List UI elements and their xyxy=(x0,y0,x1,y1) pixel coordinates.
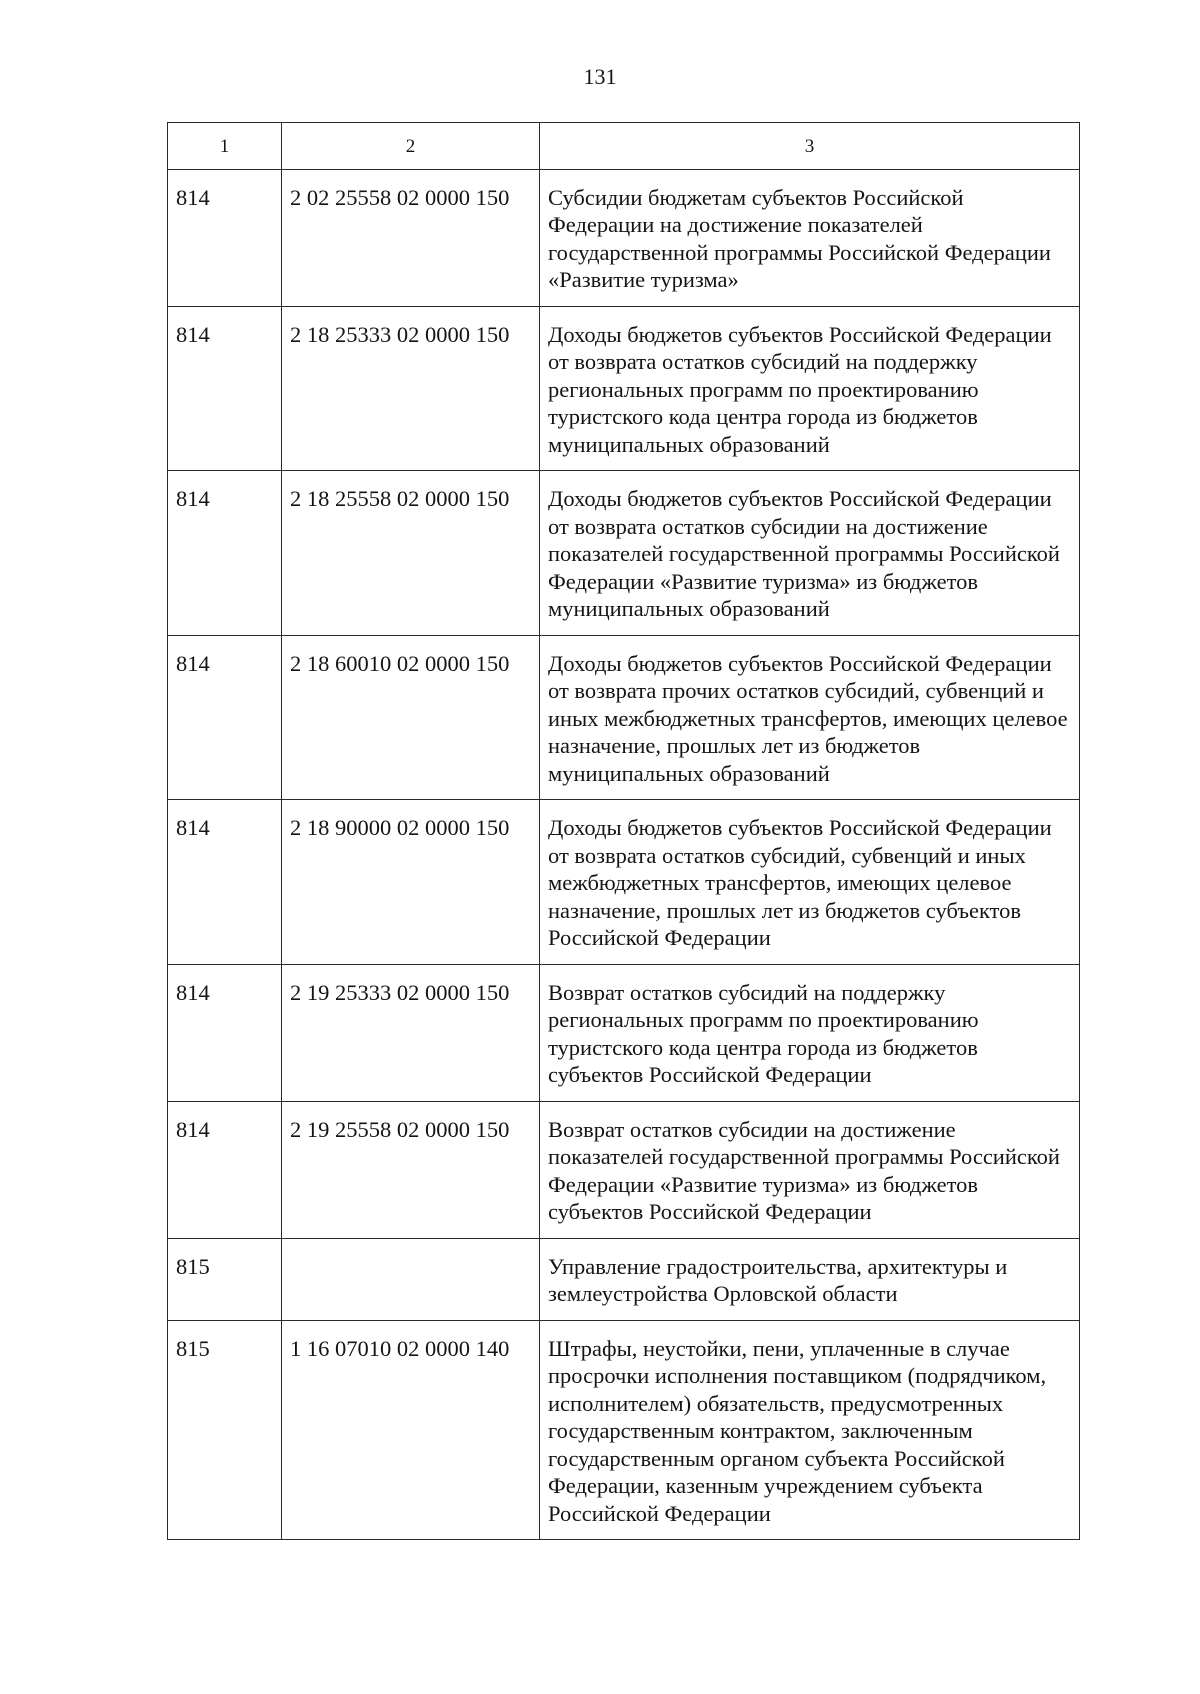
classification-code-cell: 2 18 25333 02 0000 150 xyxy=(282,306,540,471)
classification-code-cell: 2 18 90000 02 0000 150 xyxy=(282,800,540,965)
budget-classification-table xyxy=(167,122,1080,1540)
table-row xyxy=(168,964,1080,1101)
description-cell: Доходы бюджетов субъектов Российской Федерации от возврата остатков субсидий на поддержку региональных программ по проектированию туристского кода центра города из бюджетов муниципальных образований xyxy=(540,306,1080,471)
admin-code-cell: 814 xyxy=(168,471,282,636)
admin-code-cell: 814 xyxy=(168,306,282,471)
description-cell: Штрафы, неустойки, пени, уплаченные в случае просрочки исполнения поставщиком (подрядчиком, исполнителем) обязательств, предусмотренных государственным контрактом, заключенным государственным органом субъекта Российской Федерации, казенным учреждением субъекта Российской Федерации xyxy=(540,1320,1080,1540)
description-cell: Возврат остатков субсидий на поддержку региональных программ по проектированию туристского кода центра города из бюджетов субъектов Российской Федерации xyxy=(540,964,1080,1101)
description-cell: Возврат остатков субсидии на достижение показателей государственной программы Российской Федерации «Развитие туризма» из бюджетов субъектов Российской Федерации xyxy=(540,1101,1080,1238)
table-row xyxy=(168,471,1080,636)
description-cell: Субсидии бюджетам субъектов Российской Федерации на достижение показателей государственной программы Российской Федерации «Развитие туризма» xyxy=(540,169,1080,306)
admin-code-cell: 814 xyxy=(168,964,282,1101)
description-cell: Доходы бюджетов субъектов Российской Федерации от возврата остатков субсидий, субвенций и иных межбюджетных трансфертов, имеющих целевое назначение, прошлых лет из бюджетов субъектов Российской Федерации xyxy=(540,800,1080,965)
table-row xyxy=(168,1320,1080,1540)
admin-code-cell: 814 xyxy=(168,800,282,965)
admin-code-cell: 814 xyxy=(168,1101,282,1238)
column-header-2: 2 xyxy=(282,123,540,170)
admin-code-cell: 814 xyxy=(168,635,282,800)
classification-code-cell xyxy=(282,1238,540,1320)
description-cell: Доходы бюджетов субъектов Российской Федерации от возврата остатков субсидии на достижение показателей государственной программы Российской Федерации «Развитие туризма» из бюджетов муниципальных образований xyxy=(540,471,1080,636)
admin-code-cell: 815 xyxy=(168,1238,282,1320)
page-number: 131 xyxy=(583,64,617,89)
admin-code-cell: 814 xyxy=(168,169,282,306)
description-cell: Управление градостроительства, архитектуры и землеустройства Орловской области xyxy=(540,1238,1080,1320)
classification-code-cell: 2 19 25558 02 0000 150 xyxy=(282,1101,540,1238)
admin-code-cell: 815 xyxy=(168,1320,282,1540)
column-header-3: 3 xyxy=(540,123,1080,170)
table-row xyxy=(168,169,1080,306)
table-header-row xyxy=(168,123,1080,170)
classification-code-cell: 2 02 25558 02 0000 150 xyxy=(282,169,540,306)
description-cell: Доходы бюджетов субъектов Российской Федерации от возврата прочих остатков субсидий, субвенций и иных межбюджетных трансфертов, имеющих целевое назначение, прошлых лет из бюджетов муниципальных образований xyxy=(540,635,1080,800)
table-row xyxy=(168,306,1080,471)
table-row xyxy=(168,1101,1080,1238)
classification-code-cell: 2 18 60010 02 0000 150 xyxy=(282,635,540,800)
table-row xyxy=(168,635,1080,800)
classification-code-cell: 1 16 07010 02 0000 140 xyxy=(282,1320,540,1540)
table-row xyxy=(168,800,1080,965)
classification-code-cell: 2 19 25333 02 0000 150 xyxy=(282,964,540,1101)
column-header-1: 1 xyxy=(168,123,282,170)
table-row xyxy=(168,1238,1080,1320)
classification-code-cell: 2 18 25558 02 0000 150 xyxy=(282,471,540,636)
